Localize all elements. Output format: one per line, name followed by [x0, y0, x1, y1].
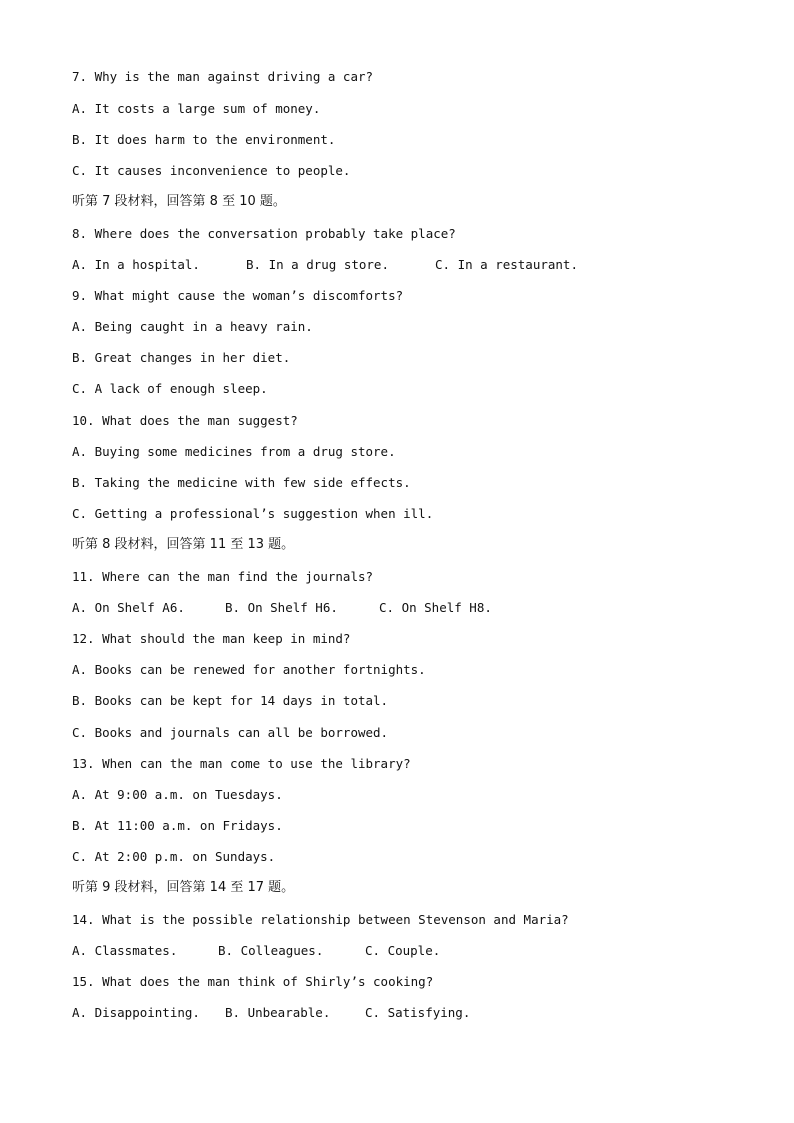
question-15-option-a: A. Disappointing. [72, 1005, 200, 1020]
question-9: 9. What might cause the woman’s discomforts? [72, 288, 404, 303]
question-14-option-c: C. Couple. [365, 943, 441, 958]
question-10: 10. What does the man suggest? [72, 413, 298, 428]
section-heading-9: 听第 9 段材料，回答第 14 至 17 题。 [72, 880, 295, 895]
question-15-option-c: C. Satisfying. [365, 1005, 471, 1020]
question-7: 7. Why is the man against driving a car? [72, 69, 374, 84]
question-7-option-c: C. It causes inconvenience to people. [72, 163, 351, 178]
question-11-option-b: B. On Shelf H6. [225, 600, 338, 615]
question-10-option-b: B. Taking the medicine with few side effects. [72, 475, 411, 490]
question-8-option-c: C. In a restaurant. [435, 257, 578, 272]
question-8-options [72, 257, 712, 273]
question-13-option-a: A. At 9:00 a.m. on Tuesdays. [72, 787, 283, 802]
question-15-options [72, 1005, 712, 1021]
question-12-option-a: A. Books can be renewed for another fortnights. [72, 662, 426, 677]
question-15-option-b: B. Unbearable. [225, 1005, 331, 1020]
question-12-option-b: B. Books can be kept for 14 days in total. [72, 693, 389, 708]
question-9-option-a: A. Being caught in a heavy rain. [72, 319, 313, 334]
question-9-option-b: B. Great changes in her diet. [72, 350, 291, 365]
question-14-options [72, 943, 712, 959]
question-9-option-c: C. A lack of enough sleep. [72, 381, 268, 396]
question-8-option-b: B. In a drug store. [246, 257, 389, 272]
question-8-option-a: A. In a hospital. [72, 257, 200, 272]
section-heading-8: 听第 8 段材料，回答第 11 至 13 题。 [72, 537, 295, 552]
question-12-option-c: C. Books and journals can all be borrowed. [72, 725, 389, 740]
question-11-option-a: A. On Shelf A6. [72, 600, 185, 615]
question-7-option-b: B. It does harm to the environment. [72, 132, 336, 147]
question-14-option-b: B. Colleagues. [218, 943, 324, 958]
question-13-option-c: C. At 2:00 p.m. on Sundays. [72, 849, 276, 864]
question-8: 8. Where does the conversation probably take place? [72, 226, 456, 241]
question-15: 15. What does the man think of Shirly’s cooking? [72, 974, 434, 989]
question-13-option-b: B. At 11:00 a.m. on Fridays. [72, 818, 283, 833]
question-14-option-a: A. Classmates. [72, 943, 178, 958]
question-11: 11. Where can the man find the journals? [72, 569, 374, 584]
question-12: 12. What should the man keep in mind? [72, 631, 351, 646]
question-11-options [72, 600, 712, 616]
question-7-option-a: A. It costs a large sum of money. [72, 101, 321, 116]
question-10-option-c: C. Getting a professional’s suggestion when ill. [72, 506, 434, 521]
question-13: 13. When can the man come to use the library? [72, 756, 411, 771]
question-14: 14. What is the possible relationship between Stevenson and Maria? [72, 912, 569, 927]
question-10-option-a: A. Buying some medicines from a drug store. [72, 444, 396, 459]
question-11-option-c: C. On Shelf H8. [379, 600, 492, 615]
section-heading-7: 听第 7 段材料，回答第 8 至 10 题。 [72, 194, 286, 209]
